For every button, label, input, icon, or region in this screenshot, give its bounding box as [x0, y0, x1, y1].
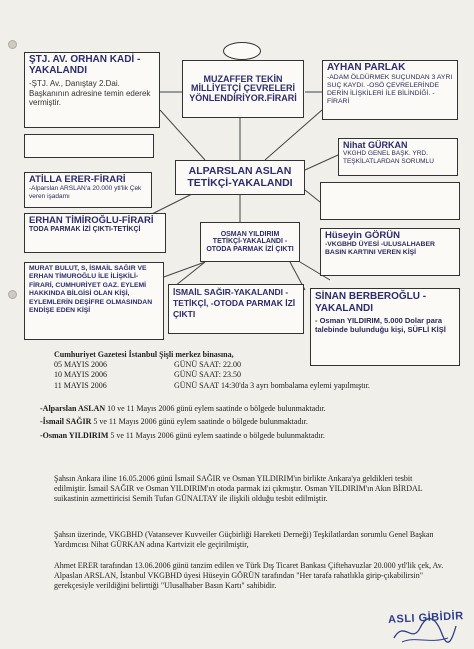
person-note: - Osman YILDIRIM, 5.000 Dolar para talebinde bulunduğu kişi, SÜFLİ KİŞİ: [315, 316, 446, 334]
person-box-ayhan: [322, 60, 458, 120]
person-box-atilla: [24, 172, 152, 208]
event-date: 10 MAYIS 2006: [54, 370, 108, 380]
person-box-alparslan: [175, 160, 305, 195]
person-name: ERHAN TİMİROĞLU-FİRARİ: [29, 215, 154, 226]
person-box-erhan: [24, 213, 166, 253]
person-note: -ŞTJ. Av., Danıştay 2.Dai. Başkanının adresine temin ederek vermiştir.: [29, 79, 151, 108]
empty-box: [24, 134, 154, 158]
person-box-nihat: [338, 138, 458, 176]
events-heading: Cumhuriyet Gazetesi İstanbul Şişli merkez binasına,: [54, 350, 234, 359]
person-name: Nihat GÜRKAN: [343, 140, 408, 150]
person-name: ŞTJ. AV. ORHAN KADİ -YAKALANDI: [29, 54, 141, 76]
event-time: GÜNÜ SAAT: 22.00: [174, 360, 241, 369]
person-name: SİNAN BERBEROĞLU -YAKALANDI: [315, 291, 427, 314]
events-table: [54, 360, 370, 391]
event-row: [54, 370, 370, 380]
person-note: -VKGBHD ÜYESİ -ULUSALHABER BASIN KARTINI VEREN KİŞİ: [325, 240, 435, 257]
event-row: [54, 381, 370, 391]
event-time: GÜNÜ SAAT 14:30'da 3 ayrı bombalama eylemi yapılmıştır.: [174, 380, 370, 390]
person-note: TODA PARMAK İZİ ÇIKTI-TETİKÇİ: [29, 225, 141, 233]
empty-box: [320, 182, 460, 220]
location-text: 10 ve 11 Mayıs 2006 günü eylem saatinde o bölgede bulunmaktadır.: [105, 404, 326, 413]
location-name: -Osman YILDIRIM: [40, 430, 109, 440]
person-name: İSMAİL SAĞIR-YAKALANDI -TETİKÇİ, -OTODA PARMAK İZİ ÇIKTI: [173, 287, 296, 320]
paragraph-cek: Ahmet ERER tarafından 13.06.2006 günü tanzim edilen ve Türk Dış Ticaret Bankası Çiftehavuzlar 20.000 ytl'lik çek, Av. Alpaslan ARSLAN, İstanbul VKGBHD üyesi Hüseyin GÖRÜN tarafından "Her tarafa rahatlıkla girip-çıkabilirsin" gerekçesiyle verildiğini belirttiği "Ulusalhaber Basın Kartı" sahibidir.: [54, 561, 444, 590]
person-box-orhan: [24, 52, 160, 128]
paragraph-vkgbhd: Şahsın üzerinde, VKGBHD (Vatansever Kuvveiler Güçbirliği Hareketi Derneği) Teşkilatlardan sorumlu Genel Başkan Yardımcısı Nihat GÜRKAN adına Kartvizit ele geçirilmiştir,: [54, 530, 434, 549]
location-name: -Alparslan ASLAN: [40, 404, 106, 413]
person-name: MUZAFFER TEKİN MİLLİYETÇİ ÇEVRELERİ YÖNLENDİRİYOR.FİRARİ: [189, 73, 297, 103]
person-note: MURAT BULUT, S, İSMAİL SAĞIR VE ERHAN TİMUROĞLU İLE İLİŞKİLİ-FİRARİ, CUMHURİYET GAZ. EYLEMİ HAKKINDA BİLGİSİ OLAN KİŞİ, EYLEMLERİN DEŞİFRE OLMASINDAN ENDİŞE EDEN KİŞİ: [29, 265, 153, 315]
location-list: [40, 404, 440, 441]
location-item: [40, 404, 440, 414]
person-box-osman: [200, 222, 300, 262]
location-item: [40, 431, 440, 441]
signature-icon: [390, 616, 460, 646]
person-name: ALPARSLAN ASLAN TETİKÇİ-YAKALANDI: [187, 165, 293, 189]
person-note: -ADAM ÖLDÜRMEK SUÇUNDAN 3 AYRI SUÇ KAYDI. -OSÖ ÇEVRELERİNDE DERİN İLİŞKİLERİ İLE BİLİNDİĞİ. -FİRARİ: [327, 73, 453, 105]
person-box-sinan: [310, 288, 460, 366]
event-date: 05 MAYIS 2006: [54, 360, 108, 369]
paragraph-ankara: Şahsın Ankara iline 16.05.2006 günü İsmail SAĞIR ve Osman YILDIRIM'ın birlikte Ankara'ya geldikleri tesbit edilmiştir. İsmail SAĞIR ve Osman YILDIRIM'ın otoda parmak izi çıkmıştır. Osman YILDIRIM'ın Akın BİRDAL suikastinin azmettiricisi Semih Tufan GÜNALTAY ile ilişkili olduğu tesbit edilmiştir.: [54, 474, 423, 503]
location-text: 5 ve 11 Mayıs 2006 günü eylem saatinde o bölgede bulunmaktadır.: [91, 417, 308, 427]
person-name: OSMAN YILDIRIM TETİKÇİ-YAKALANDI -OTODA PARMAK İZİ ÇIKTI: [206, 230, 294, 253]
person-note: VKGHD GENEL BAŞK. YRD. TEŞKİLATLARDAN SORUMLU: [343, 150, 434, 166]
person-name: AYHAN PARLAK: [327, 62, 406, 73]
stamp-asli-gibidir: ASLI GİBİDİR: [387, 610, 464, 626]
location-name: -İsmail SAĞIR: [40, 417, 92, 427]
location-text: 5 ve 11 Mayıs 2006 günü eylem saatinde o bölgede bulunmaktadır.: [108, 430, 325, 440]
person-box-muzaffer: [182, 60, 304, 118]
top-oval: [223, 42, 261, 60]
person-note: -Alparslan ARSLAN'a 20.000 ytl'lik Çek veren işadamı: [29, 184, 142, 200]
event-time: GÜNÜ SAAT: 23.50: [174, 370, 241, 380]
location-item: [40, 417, 440, 427]
event-date: 11 MAYIS 2006: [54, 380, 107, 390]
person-name: ATİLLA ERER-FİRARİ: [29, 174, 126, 185]
person-box-ismail: [168, 284, 304, 334]
person-name: Hüseyin GÖRÜN: [325, 230, 400, 241]
event-row: [54, 360, 370, 370]
person-box-murat: [24, 262, 164, 340]
person-box-huseyin: [320, 228, 460, 276]
